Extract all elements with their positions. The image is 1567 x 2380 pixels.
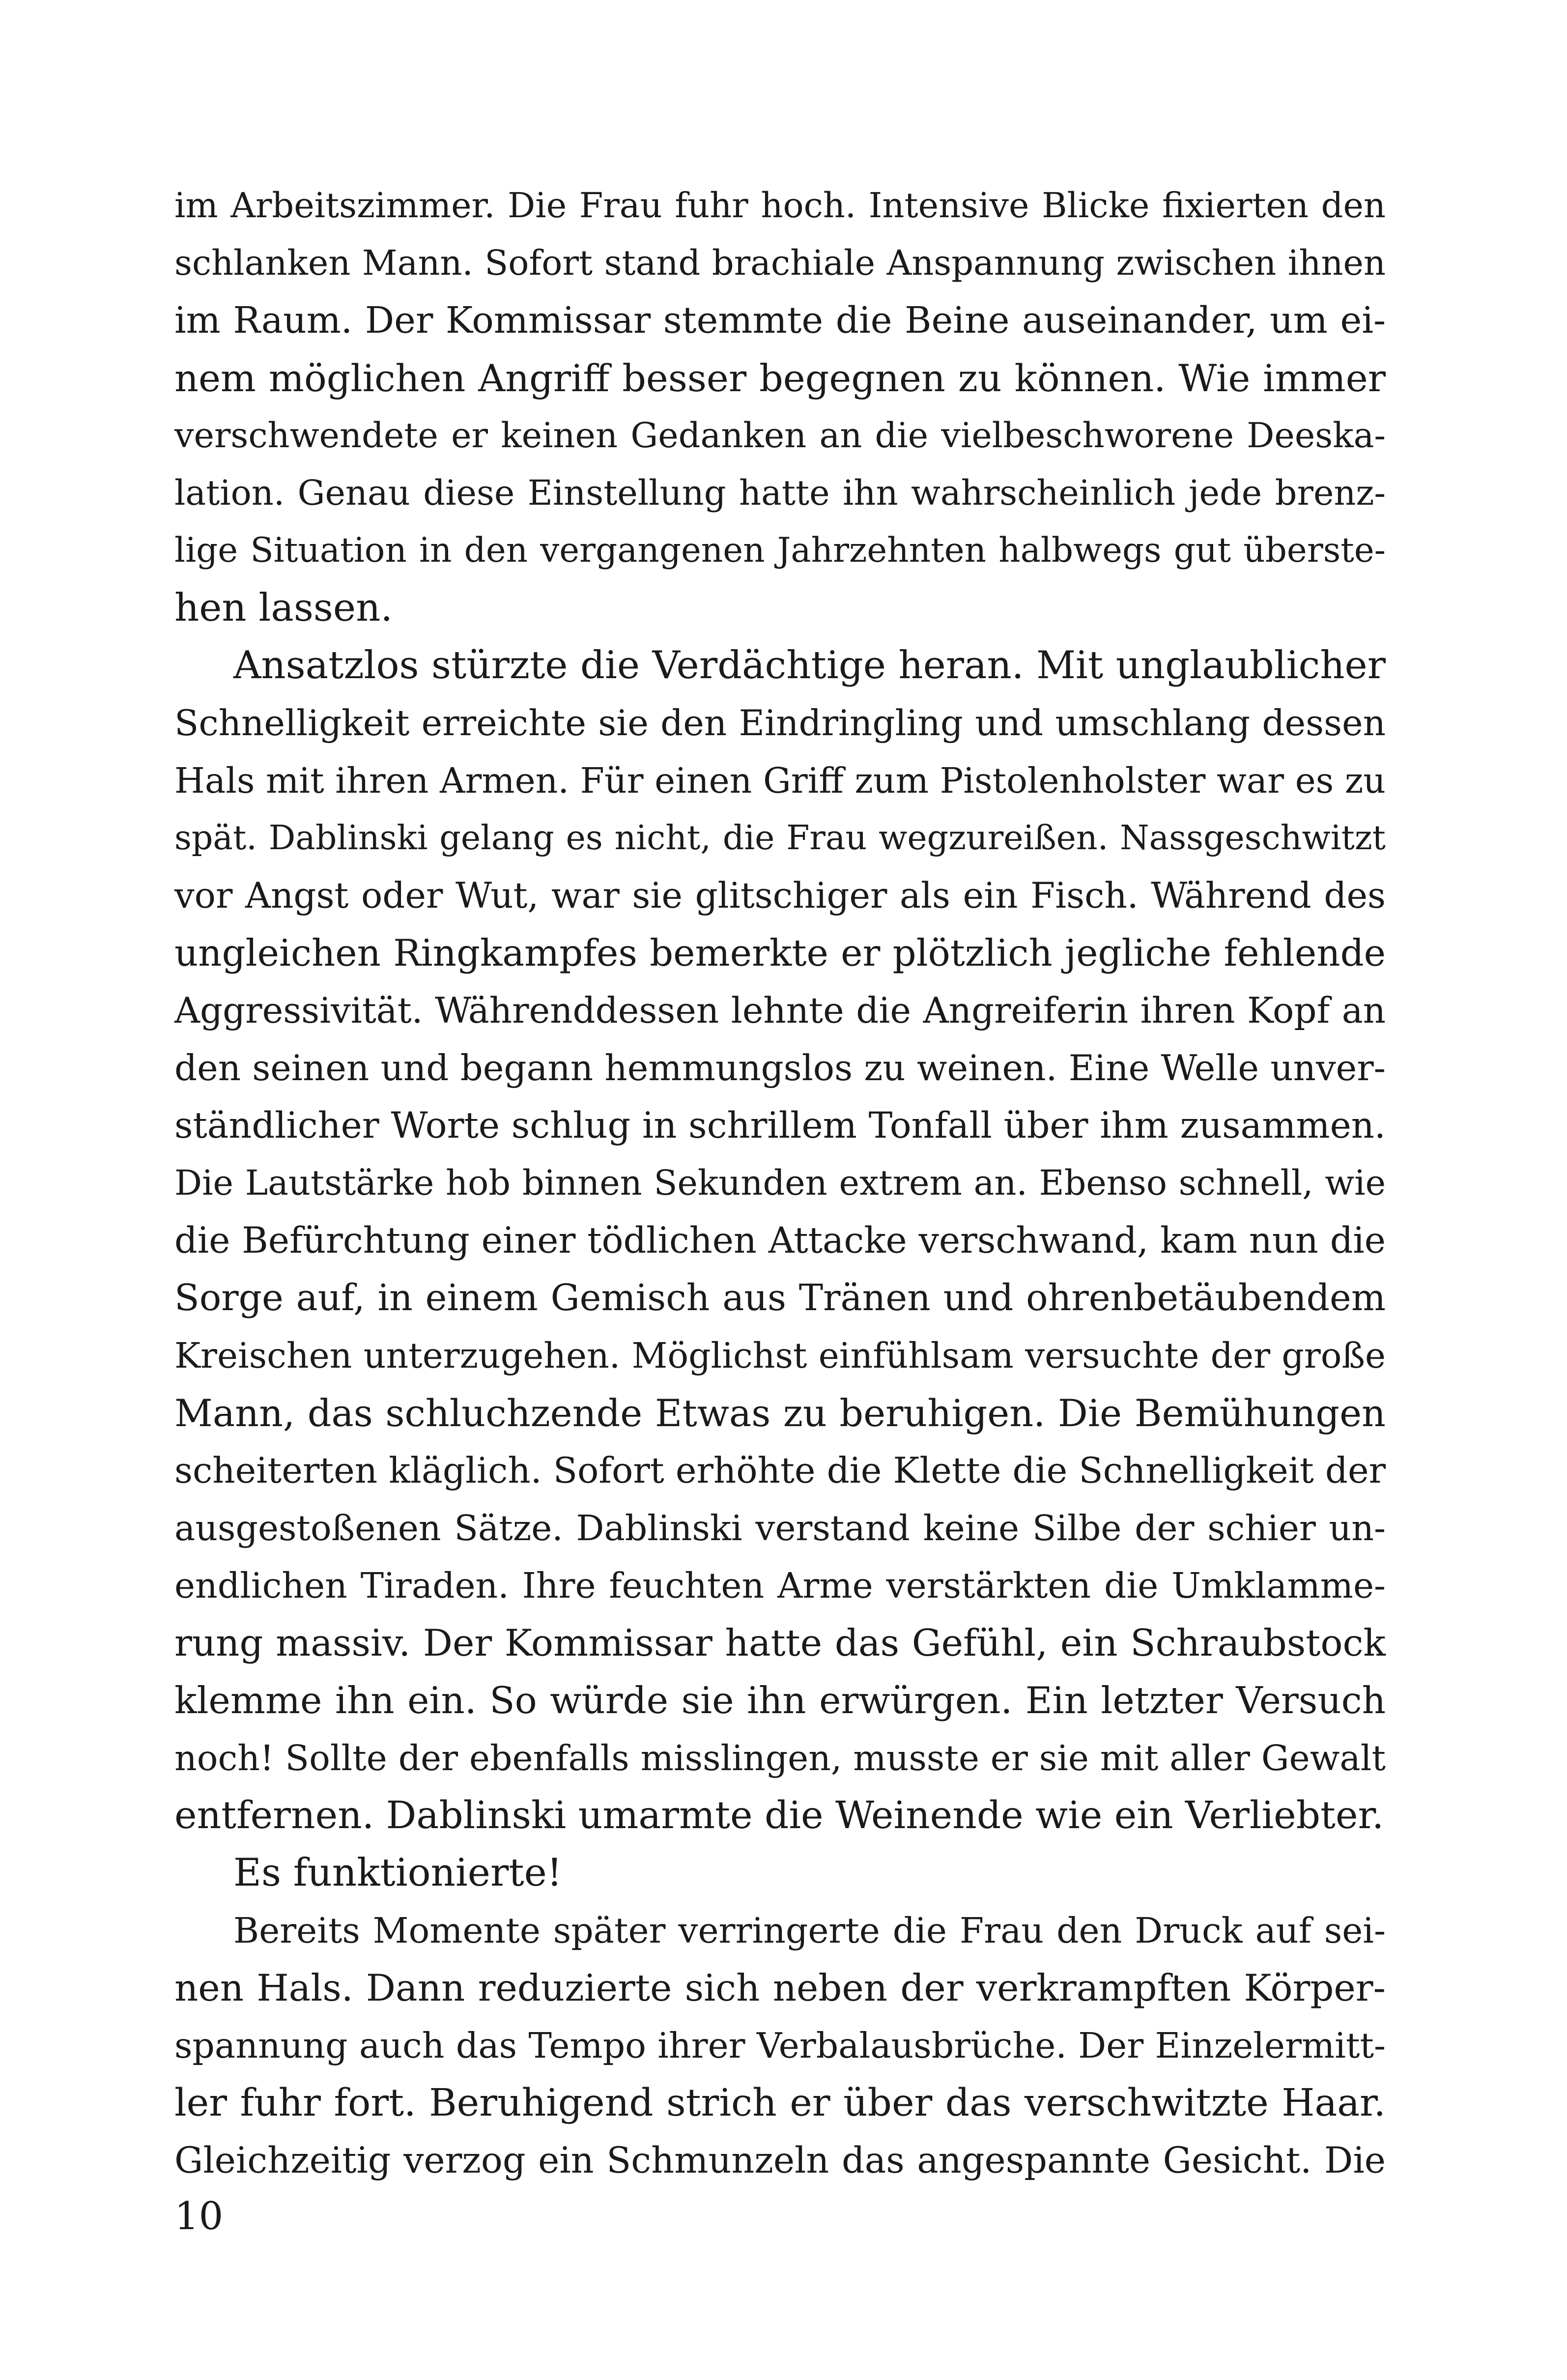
text-line: den seinen und begann hemmungslos zu weinen. Eine Welle unver-: [174, 1047, 1386, 1089]
text-line: lation. Genau diese Einstellung hatte ihn wahrscheinlich jede brenz-: [174, 473, 1386, 513]
text-line: nen Hals. Dann reduzierte sich neben der verkrampften Körper-: [174, 1966, 1386, 2009]
text-line: ler fuhr fort. Beruhigend strich er über das verschwitzte Haar.: [174, 2081, 1386, 2125]
text-line: im Arbeitszimmer. Die Frau fuhr hoch. Intensive Blicke fixierten den: [174, 185, 1386, 226]
text-line: hen lassen.: [174, 586, 393, 630]
text-line: ungleichen Ringkampfes bemerkte er plötzlich jegliche fehlende: [174, 931, 1386, 975]
text-line: ständlicher Worte schlug in schrillem Tonfall über ihm zusammen.: [174, 1105, 1386, 1147]
text-line: Aggressivität. Währenddessen lehnte die Angreiferin ihren Kopf an: [174, 990, 1386, 1031]
paragraph: [174, 1902, 1386, 2189]
text-line: Es funktionierte!: [233, 1851, 563, 1895]
text-line: ausgestoßenen Sätze. Dablinski verstand keine Silbe der schier un-: [174, 1508, 1386, 1548]
text-line: spät. Dablinski gelang es nicht, die Frau wegzureißen. Nassgeschwitzt: [174, 819, 1386, 858]
body-text: [174, 177, 1386, 2189]
text-line: im Raum. Der Kommissar stemmte die Beine auseinander, um ei-: [174, 299, 1386, 342]
text-line: Schnelligkeit erreichte sie den Eindringling und umschlang dessen: [174, 702, 1386, 744]
text-line: nem möglichen Angriff besser begegnen zu können. Wie immer: [174, 356, 1386, 400]
text-line: Bereits Momente später verringerte die Frau den Druck auf sei-: [233, 1910, 1386, 1951]
text-line: Sorge auf, in einem Gemisch aus Tränen und ohrenbetäubendem: [174, 1277, 1386, 1319]
text-line: vor Angst oder Wut, war sie glitschiger als ein Fisch. Während des: [174, 875, 1386, 916]
text-line: Hals mit ihren Armen. Für einen Griff zum Pistolenholster war es zu: [174, 760, 1386, 801]
text-line: Gleichzeitig verzog ein Schmunzeln das angespannte Gesicht. Die: [174, 2140, 1386, 2181]
text-line: rung massiv. Der Kommissar hatte das Gefühl, ein Schraubstock: [174, 1621, 1386, 1664]
text-line: schlanken Mann. Sofort stand brachiale Anspannung zwischen ihnen: [174, 243, 1386, 283]
text-line: endlichen Tiraden. Ihre feuchten Arme verstärkten die Umklamme-: [174, 1565, 1386, 1606]
paragraph: [174, 177, 1386, 637]
text-line: verschwendete er keinen Gedanken an die vielbeschworene Deeska-: [174, 415, 1386, 456]
page-number: 10: [174, 2194, 224, 2238]
text-line: Kreischen unterzugehen. Möglichst einfühlsam versuchte der große: [174, 1335, 1386, 1376]
text-line: entfernen. Dablinski umarmte die Weinende wie ein Verliebter.: [174, 1794, 1384, 1837]
text-line: die Befürchtung einer tödlichen Attacke verschwand, kam nun die: [174, 1220, 1386, 1262]
text-line: Die Lautstärke hob binnen Sekunden extrem an. Ebenso schnell, wie: [174, 1163, 1386, 1203]
text-line: noch! Sollte der ebenfalls misslingen, musste er sie mit aller Gewalt: [174, 1738, 1386, 1778]
text-line: klemme ihn ein. So würde sie ihn erwürgen. Ein letzter Versuch: [174, 1679, 1386, 1722]
paragraph: [174, 1844, 1386, 1902]
text-line: Mann, das schluchzende Etwas zu beruhigen. Die Bemühungen: [174, 1391, 1386, 1435]
paragraph: [174, 637, 1386, 1844]
text-line: spannung auch das Tempo ihrer Verbalausbrüche. Der Einzelermitt-: [174, 2025, 1386, 2066]
text-line: Ansatzlos stürzte die Verdächtige heran. Mit unglaublicher: [233, 643, 1386, 688]
text-line: scheiterten kläglich. Sofort erhöhte die Klette die Schnelligkeit der: [174, 1450, 1386, 1491]
text-line: lige Situation in den vergangenen Jahrzehnten halbwegs gut überste-: [174, 531, 1386, 570]
